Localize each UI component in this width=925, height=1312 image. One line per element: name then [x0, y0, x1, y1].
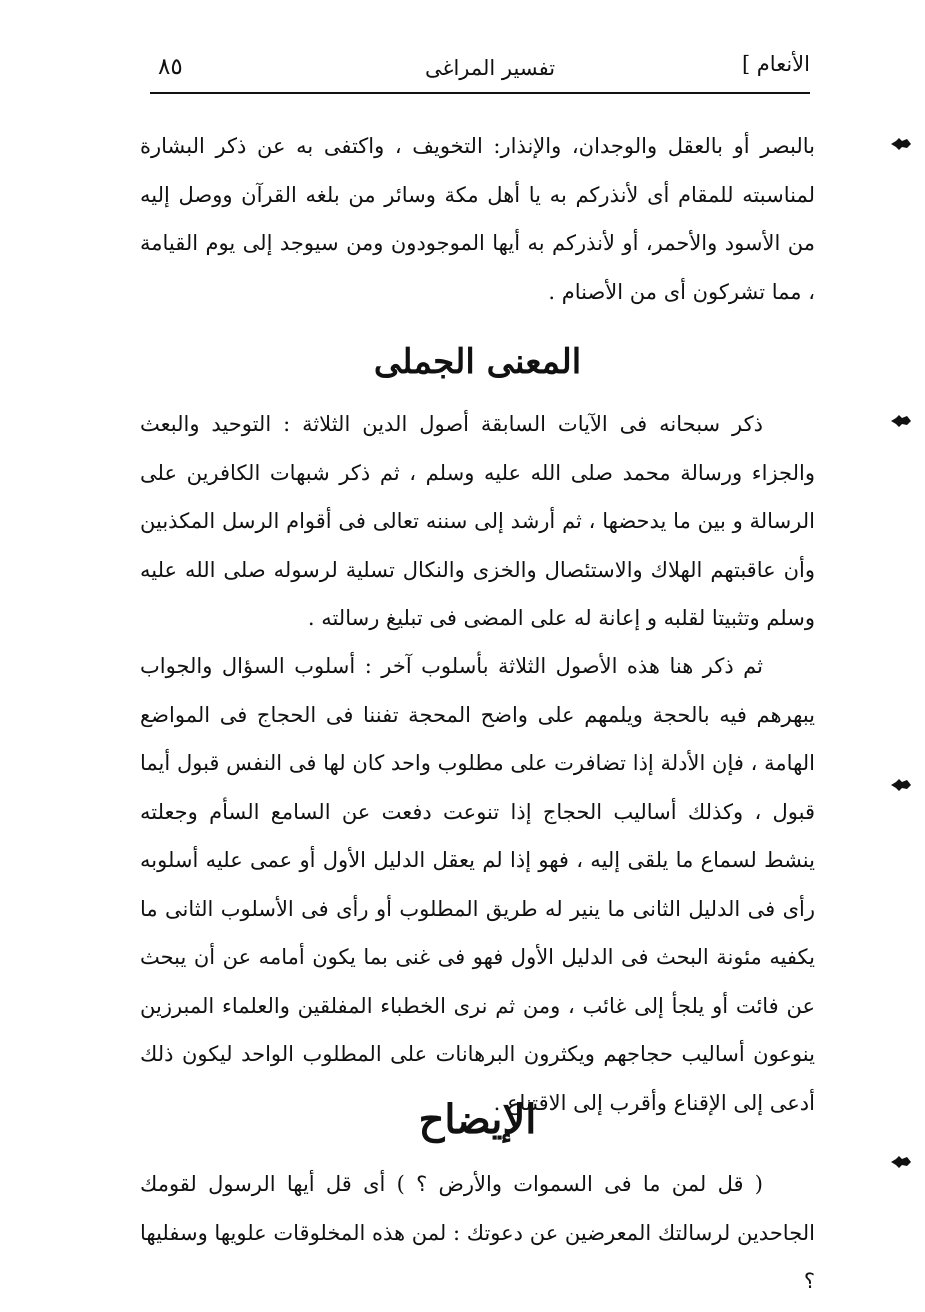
- asterisk-blot-icon: [890, 778, 912, 792]
- paragraph-1-text: بالبصر أو بالعقل والوجدان، والإنذار: التخويف ، واكتفى به عن ذكر البشارة لمناسبته للمقام أى لأنذركم به يا أهل مكة وسائر من بلغه القرآن ووصل إليه من الأسود والأحمر، أو لأنذركم به أيها الموجودون ومن سيوجد إلى يوم القيامة ، مما تشركون أى من الأصنام .: [140, 134, 815, 304]
- asterisk-blot-icon: [890, 137, 912, 151]
- asterisk-blot-icon: [890, 414, 912, 428]
- paragraph-4-text: ( قل لمن ما فى السموات والأرض ؟ ) أى قل أيها الرسول لقومك الجاحدين لرسالتك المعرضين عن دعوتك : لمن هذه المخلوقات علويها وسفليها ؟: [140, 1172, 815, 1293]
- section-heading-explanation: الإيضاح: [418, 1096, 537, 1143]
- paragraph-3-text: ثم ذكر هنا هذه الأصول الثلاثة بأسلوب آخر : أسلوب السؤال والجواب يبهرهم فيه بالحجة ويلمهم على واضح المحجة تفننا فى الحجاج فى المواضع الهامة ، فإن الأدلة إذا تضافرت على مطلوب واحد كان لها فى النفس قبول أيما قبول ، وكذلك أساليب الحجاج إذا تنوعت دفعت عن السامع السأم وجعلته ينشط لسماع ما يلقى إليه ، فهو إذا لم يعقل الدليل الأول أو عمى عليه أسلوبه رأى فى الدليل الثانى ما ينير له طريق المطلوب أو رأى فى الأسلوب الثانى ما يكفيه مئونة البحث فى الدليل الأول فهو فى غنى بما يكون أمامه عن أن يبحث عن فائت أو يلجأ إلى غائب ، ومن ثم نرى الخطباء المفلقين والعلماء المبرزين ينوعون أساليب حجاجهم ويكثرون البرهانات على المطلوب الواحد ليكون ذلك أدعى إلى الإقناع وأقرب إلى الاقتناع .: [140, 654, 815, 1115]
- paragraph-general-meaning: [140, 400, 815, 643]
- surah-name: الأنعام ]: [741, 52, 810, 76]
- paragraph-method: [140, 642, 815, 1127]
- running-header: [150, 50, 810, 90]
- book-title: تفسير المراغى: [424, 56, 556, 80]
- paragraph-2-text: ذكر سبحانه فى الآيات السابقة أصول الدين الثلاثة : التوحيد والبعث والجزاء ورسالة محمد صلى الله عليه وسلم ، ثم ذكر شبهات الكافرين على الرسالة و بين ما يدحضها ، ثم أرشد إلى سننه تعالى فى أقوام الرسل المكذبين وأن عاقبتهم الهلاك والاستئصال والخزى والنكال تسلية لرسوله صلى الله عليه وسلم وتثبيتا لقلبه و إعانة له على المضى فى تبليغ رسالته .: [140, 412, 815, 630]
- paragraph-explanation: [140, 1160, 815, 1306]
- section-heading-general-meaning: المعنى الجملى: [373, 342, 582, 382]
- page-number: ٨٥: [158, 54, 183, 80]
- asterisk-blot-icon: [890, 1155, 912, 1169]
- header-rule: [150, 92, 810, 94]
- paragraph-commentary: [140, 122, 815, 316]
